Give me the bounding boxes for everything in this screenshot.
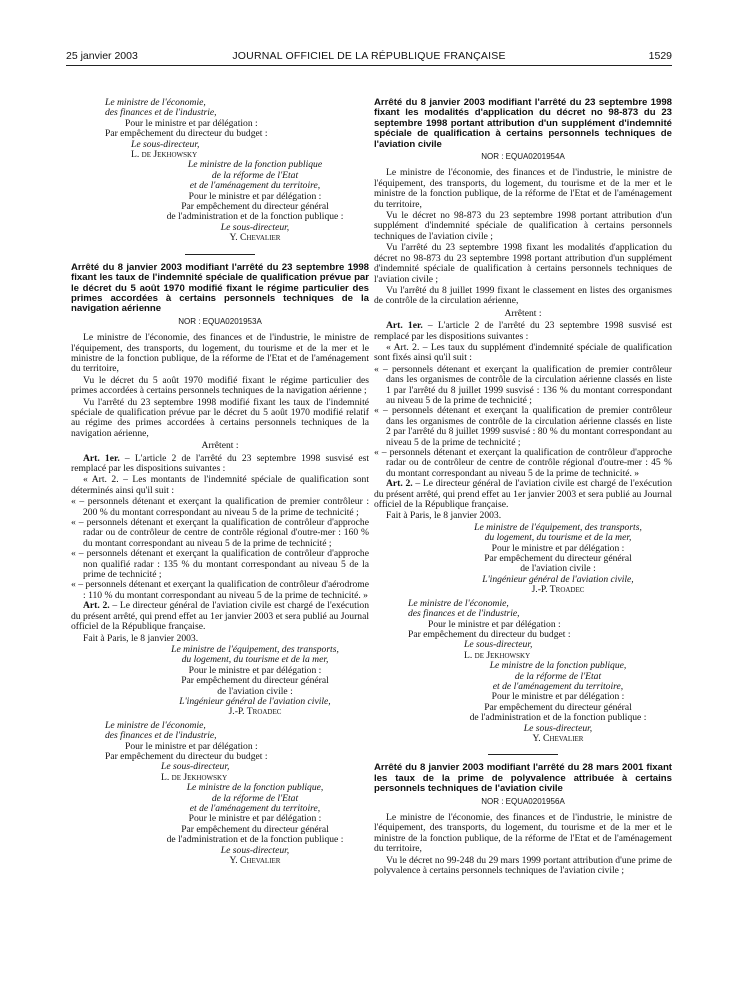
signature-minister-line2: du logement, du tourisme et de la mer, <box>484 532 632 544</box>
signature-minister: Le ministre de l'économie, <box>105 97 206 108</box>
signature-empechement-line2: de l'administration et de la fonction publique : <box>166 834 344 846</box>
arrete-indemnite-speciale <box>71 263 369 867</box>
list-item: « – personnels détenant et exerçant la qualification de premier contrôleur dans les organismes de contrôle de la circulation aérienne classés en liste 1 par l'arrêté du 8 juillet 1999 susvisé : 136 % du montant correspondant au niveau 5 de la prime de technicité ; <box>374 363 672 406</box>
signature-empechement: Par empêchement du directeur général <box>181 201 329 213</box>
signature-name: L. de Jekhowsky <box>131 149 198 161</box>
signature-role: Le sous-directeur, <box>464 639 533 651</box>
signature-block-economie <box>71 98 369 160</box>
signature-role: Le sous-directeur, <box>131 138 200 150</box>
signature-name: Y. Chevalier <box>229 232 281 244</box>
signature-minister: Le ministre de l'économie, <box>408 597 509 609</box>
signature-empechement-line2: de l'aviation civile : <box>520 563 596 575</box>
paragraph: Vu l'arrêté du 23 septembre 1998 modifié fixant les taux de l'indemnité spéciale de qualification prévue par le décret du 5 août 1970 modifié relatif au régime des primes accordées à certains personnels techniques de la navigation aérienne, <box>71 396 369 439</box>
fait-a-paris: Fait à Paris, le 8 janvier 2003. <box>83 632 199 644</box>
article-text: – L'article 2 de l'arrêté du 23 septembre 1998 susvisé est remplacé par les dispositions suivantes : <box>374 320 672 342</box>
signature-block-economie <box>374 599 672 661</box>
signature-empechement: Par empêchement du directeur général <box>484 701 632 713</box>
signature-role: Le sous-directeur, <box>161 761 230 773</box>
article-quote: « Art. 2. – Les montants de l'indemnité spéciale de qualification sont déterminés ainsi qu'il suit : <box>71 474 369 496</box>
signature-delegation: Pour le ministre et par délégation : <box>491 691 625 703</box>
article-quote: « Art. 2. – Les taux du supplément d'indemnité spéciale de qualification sont fixés ainsi qu'il suit : <box>374 341 672 364</box>
signature-minister: Le ministre de l'équipement, des transports, <box>171 643 339 655</box>
signature-delegation: Pour le ministre et par délégation : <box>125 740 258 752</box>
signature-minister: Le ministre de l'équipement, des transports, <box>474 521 642 533</box>
signature-minister-line3: et de l'aménagement du territoire, <box>189 803 321 814</box>
signature-name: L. de Jekhowsky <box>161 771 228 783</box>
paragraph: Vu l'arrêté du 23 septembre 1998 fixant les modalités d'application du décret no 98-873 du 23 septembre 1998 portant attribution d'un supplément d'indemnité spéciale de qualification à certains personnels techniques de l'aviation civile ; <box>374 242 672 285</box>
list-item: « – personnels détenant et exerçant la qualification de contrôleur d'approche non qualifié radar : 135 % du montant correspondant au niveau 5 de la prime de technicité ; <box>71 548 369 581</box>
list-item: « – personnels détenant et exerçant la qualification de contrôleur d'approche radar ou de contrôleur de centre de contrôle régional d'outre-mer : 45 % du montant correspondant au niveau 5 de la prime de technicité. » <box>374 447 672 479</box>
signature-minister: Le ministre de l'économie, <box>105 719 206 731</box>
arretent-heading: Arrêtent : <box>201 440 239 452</box>
nor-reference: NOR : EQUA0201954A <box>481 152 565 162</box>
signature-minister: Le ministre de la fonction publique, <box>186 782 324 794</box>
signature-block-fonction-publique <box>71 160 369 243</box>
article-text: – L'article 2 de l'arrêté du 23 septembre 1998 susvisé est remplacé par les dispositions suivantes : <box>71 452 369 474</box>
signature-minister-line2: de la réforme de l'Etat <box>211 792 299 804</box>
signature-name: J.-P. Troadec <box>531 584 585 596</box>
header-page-number: 1529 <box>648 50 672 62</box>
article-2 <box>374 479 672 510</box>
arrete-prime-polyvalence <box>374 763 672 876</box>
signature-minister-line3: et de l'aménagement du territoire, <box>492 680 624 692</box>
signature-empechement-line2: de l'administration et de la fonction publique : <box>469 712 647 724</box>
paragraph: Vu le décret no 99-248 du 29 mars 1999 portant attribution d'une prime de polyvalence à certains personnels techniques de l'aviation civile ; <box>374 854 672 877</box>
signature-delegation: Pour le ministre et par délégation : <box>188 190 322 202</box>
paragraph: Vu le décret no 98-873 du 23 septembre 1998 portant attribution d'un supplément d'indemnité spéciale de qualification à certains personnels techniques de l'aviation civile ; <box>374 210 672 242</box>
article-1 <box>374 321 672 342</box>
signature-name: Y. Chevalier <box>532 732 584 744</box>
article-label: Art. 2. <box>386 478 413 490</box>
signature-delegation: Pour le ministre et par délégation : <box>125 117 258 129</box>
arrete-title: Arrêté du 8 janvier 2003 modifiant l'arrêté du 23 septembre 1998 fixant les taux de l'indemnité spéciale de qualification prévue par le décret du 5 août 1970 modifié fixant le régime particulier des primes accordées à certains personnels techniques de la navigation aérienne <box>71 261 369 315</box>
signature-role: L'ingénieur général de l'aviation civile, <box>482 573 634 585</box>
signature-minister-line2: de la réforme de l'Etat <box>514 670 602 682</box>
signature-minister: Le ministre de la fonction publique, <box>489 660 627 672</box>
signature-role: L'ingénieur général de l'aviation civile, <box>179 695 331 707</box>
signature-empechement: Par empêchement du directeur général <box>181 675 329 687</box>
signature-empechement: Par empêchement du directeur général <box>484 553 632 565</box>
section-divider <box>488 754 558 755</box>
signature-name: J.-P. Troadec <box>228 706 282 718</box>
paragraph: Le ministre de l'économie, des finances et de l'industrie, le ministre de l'équipement, des transports, du logement, du tourisme et de la mer et le ministre de la fonction publique, de la réforme de l'Etat et de l'aménagement du territoire, <box>374 167 672 210</box>
arretent-heading: Arrêtent : <box>504 307 542 319</box>
fait-a-paris: Fait à Paris, le 8 janvier 2003. <box>386 510 502 522</box>
signature-delegation: Pour le ministre et par délégation : <box>188 664 322 676</box>
signature-delegation: Pour le ministre et par délégation : <box>428 618 561 630</box>
paragraph: Le ministre de l'économie, des finances et de l'industrie, le ministre de l'équipement, des transports, du logement, du tourisme et de la mer et le ministre de la fonction publique, de la réforme de l'Etat et de l'aménagement du territoire, <box>374 812 672 855</box>
signature-delegation: Pour le ministre et par délégation : <box>188 813 322 825</box>
paragraph: Vu l'arrêté du 8 juillet 1999 fixant le classement en listes des organismes de contrôle de la circulation aérienne, <box>374 284 672 307</box>
signature-empechement: Par empêchement du directeur général <box>181 823 329 835</box>
article-label: Art. 2. <box>83 600 110 612</box>
left-column <box>71 98 369 866</box>
list-item: « – personnels détenant et exerçant la qualification de premier contrôleur : 200 % du montant correspondant au niveau 5 de la prime de technicité ; <box>71 496 369 518</box>
list-item: « – personnels détenant et exerçant la qualification de premier contrôleur dans les organismes de contrôle de la circulation aérienne classés en liste 2 par l'arrêté du 8 juillet 1999 susvisé : 80 % du montant correspondant au niveau 5 de la prime de technicité ; <box>374 405 672 448</box>
signature-block-fonction-publique <box>374 661 672 744</box>
signature-block-fonction-publique <box>71 783 369 866</box>
section-divider <box>185 254 255 255</box>
header-date: 25 janvier 2003 <box>66 50 138 62</box>
signature-empechement: Par empêchement du directeur du budget : <box>105 128 268 140</box>
signature-block-equipement <box>374 523 672 596</box>
article-label: Art. 1er. <box>386 320 423 332</box>
arrete-supplement-indemnite <box>374 98 672 744</box>
paragraph: Vu le décret du 5 août 1970 modifié fixant le régime particulier des primes accordées à certains personnels techniques de la navigation aérienne ; <box>71 374 369 397</box>
signature-minister-line2: du logement, du tourisme et de la mer, <box>181 654 329 666</box>
signature-minister-line2: des finances et de l'industrie, <box>408 608 520 620</box>
signature-empechement: Par empêchement du directeur du budget : <box>105 750 268 762</box>
signature-empechement-line2: de l'administration et de la fonction publique : <box>166 211 344 223</box>
signature-name: L. de Jekhowsky <box>464 649 531 661</box>
article-text: – Le directeur général de l'aviation civile est chargé de l'exécution du présent arrêté, qui prend effet au 1er janvier 2003 et sera publié au Journal officiel de la République française. <box>374 478 672 511</box>
signature-minister-line2: des finances et de l'industrie, <box>105 730 217 742</box>
signature-minister-line2: de la réforme de l'Etat <box>211 169 299 181</box>
list-item: « – personnels détenant et exerçant la qualification de contrôleur d'approche radar ou de contrôleur de centre de contrôle régional d'outre-mer : 160 % du montant correspondant au niveau 5 de la prime de technicité ; <box>71 517 369 549</box>
header-rule <box>66 65 672 66</box>
nor-reference: NOR : EQUA0201956A <box>481 796 565 806</box>
list-item: « – personnels détenant et exerçant la qualification de contrôleur d'aérodrome : 110 % du montant correspondant au niveau 5 de la prime de technicité. » <box>71 579 369 601</box>
page-header <box>66 50 672 64</box>
nor-reference: NOR : EQUA0201953A <box>178 316 262 326</box>
paragraph: Le ministre de l'économie, des finances et de l'industrie, le ministre de l'équipement, des transports, du logement, du tourisme et de la mer et le ministre de la fonction publique, de la réforme de l'Etat et de l'aménagement du territoire, <box>71 332 369 375</box>
arrete-title: Arrêté du 8 janvier 2003 modifiant l'arrêté du 28 mars 2001 fixant les taux de la prime de polyvalence attribuée à certains personnels techniques de l'aviation civile <box>374 762 672 795</box>
article-1 <box>71 454 369 475</box>
signature-block-equipement <box>71 645 369 718</box>
signature-block-economie <box>71 721 369 783</box>
signature-minister-line2: des finances et de l'industrie, <box>105 107 217 119</box>
right-column <box>374 98 672 877</box>
signature-minister: Le ministre de la fonction publique <box>187 159 323 171</box>
signature-minister-line3: et de l'aménagement du territoire, <box>189 180 321 192</box>
signature-role: Le sous-directeur, <box>220 221 290 233</box>
header-journal-title: JOURNAL OFFICIEL DE LA RÉPUBLIQUE FRANÇAISE <box>232 50 506 62</box>
article-2 <box>71 601 369 632</box>
signature-role: Le sous-directeur, <box>523 722 593 734</box>
article-label: Art. 1er. <box>83 452 120 464</box>
signature-name: Y. Chevalier <box>229 855 281 867</box>
signature-empechement-line2: de l'aviation civile : <box>217 685 293 697</box>
signature-delegation: Pour le ministre et par délégation : <box>491 542 625 554</box>
signature-empechement: Par empêchement du directeur du budget : <box>408 628 571 640</box>
signature-role: Le sous-directeur, <box>220 844 290 856</box>
article-text: – Le directeur général de l'aviation civile est chargé de l'exécution du présent arrêté, qui prend effet au 1er janvier 2003 et sera publié au Journal officiel de la République française. <box>71 600 369 633</box>
arrete-title: Arrêté du 8 janvier 2003 modifiant l'arrêté du 23 septembre 1998 fixant les modalités d'application du décret no 98-873 du 23 septembre 1998 portant attribution d'un supplément d'indemnité spéciale de qualification à certains personnels techniques de l'aviation civile <box>374 97 672 150</box>
